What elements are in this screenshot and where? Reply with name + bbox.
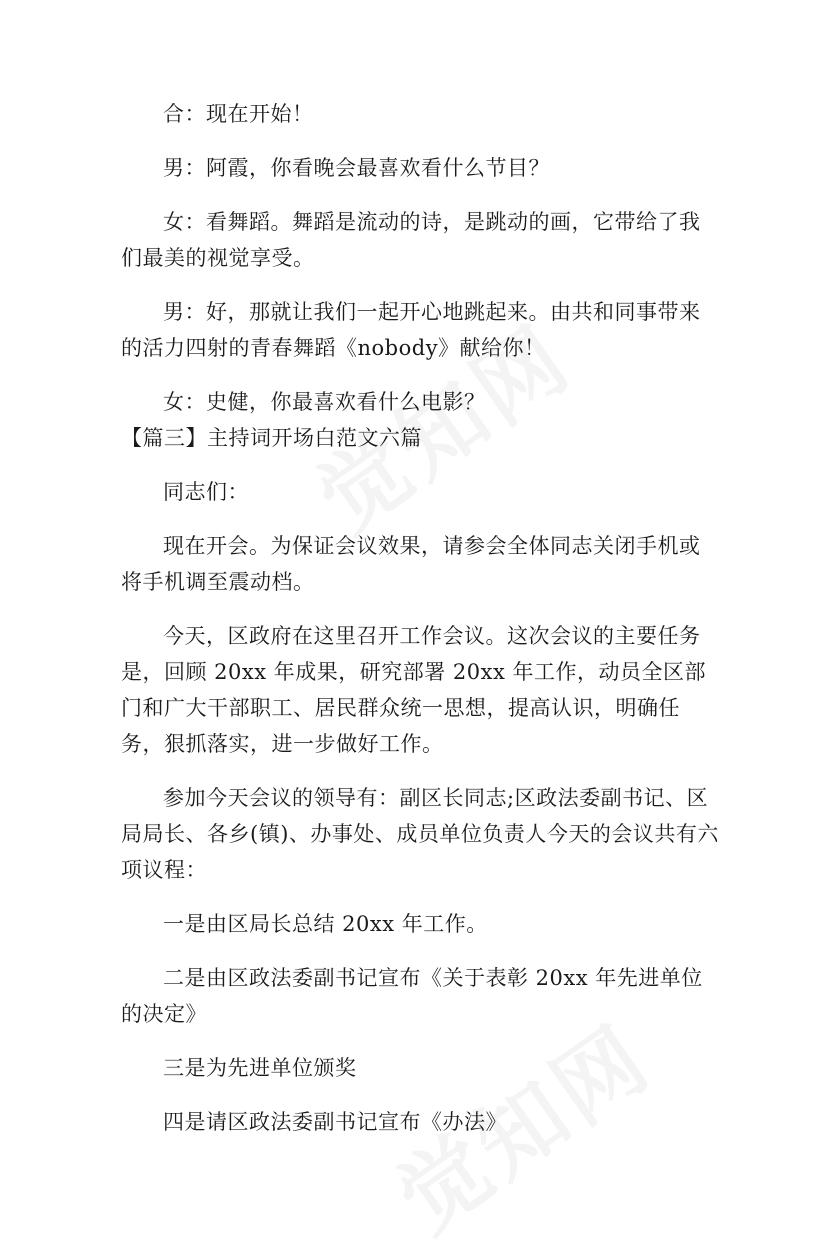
dialogue-line: 合：现在开始！ (163, 102, 314, 126)
dialogue-line: 男：阿霞，你看晚会最喜欢看什么节目？ (163, 156, 550, 180)
section-paragraph: 同志们： (163, 480, 249, 504)
document-body (121, 96, 721, 1140)
section-paragraph: 现在开会。为保证会议效果，请参会全体同志关闭手机或将手机调至震动档。 (121, 534, 701, 594)
section-paragraph: 三是为先进单位颁奖 (163, 1056, 357, 1080)
dialogue-line: 男：好，那就让我们一起开心地跳起来。由共和同事带来的活力四射的青春舞蹈《nobody》献给你！ (121, 300, 701, 360)
section-heading: 【篇三】主持词开场白范文六篇 (121, 426, 422, 450)
dialogue-line: 女：看舞蹈。舞蹈是流动的诗，是跳动的画，它带给了我们最美的视觉享受。 (121, 210, 701, 270)
section-paragraph: 一是由区局长总结 20xx 年工作。 (163, 912, 488, 936)
section-paragraph: 四是请区政法委副书记宣布《办法》 (163, 1110, 507, 1134)
section-paragraph: 参加今天会议的领导有：副区长同志;区政法委副书记、区局局长、各乡(镇)、办事处、成员单位负责人今天的会议共有六项议程： (121, 786, 719, 882)
dialogue-line: 女：史健，你最喜欢看什么电影？ (163, 390, 486, 414)
section-paragraph: 二是由区政法委副书记宣布《关于表彰 20xx 年先进单位的决定》 (121, 966, 703, 1026)
section-paragraph: 今天，区政府在这里召开工作会议。这次会议的主要任务是，回顾 20xx 年成果，研究部署 20xx 年工作，动员全区部门和广大干部职工、居民群众统一思想，提高认识，明确任务，狠抓落实，进一步做好工作。 (121, 624, 707, 756)
